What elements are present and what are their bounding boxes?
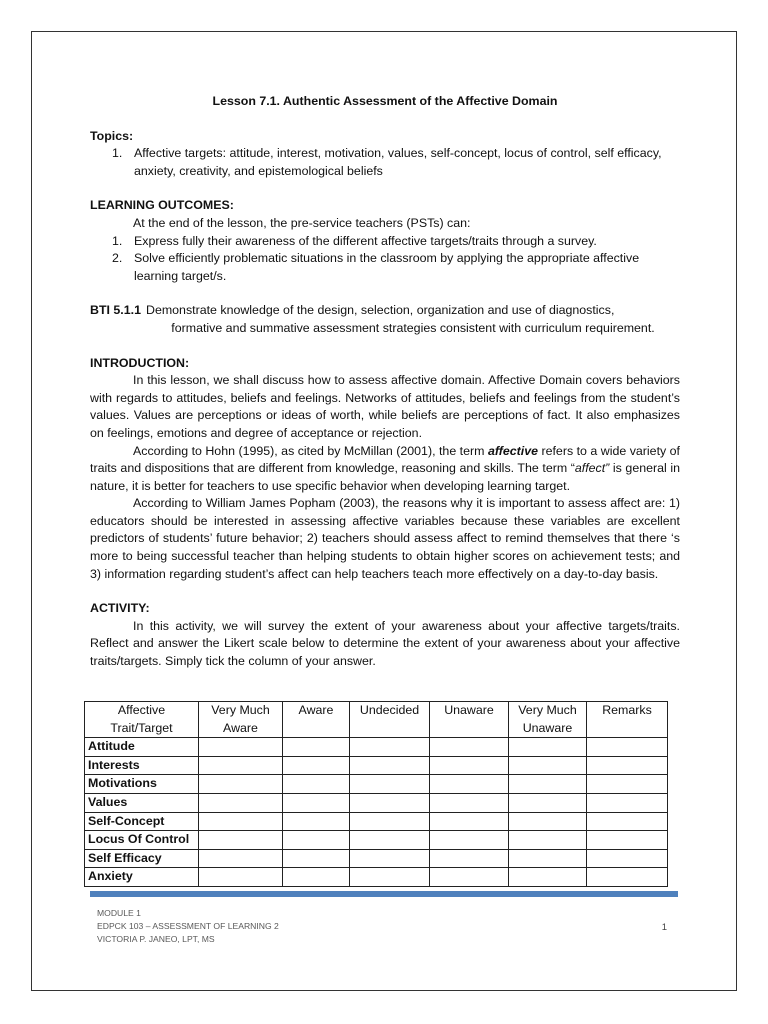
tick-cell[interactable] bbox=[199, 775, 283, 794]
trait-label: Motivations bbox=[85, 775, 199, 794]
tick-cell[interactable] bbox=[350, 812, 430, 831]
remarks-cell[interactable] bbox=[587, 775, 668, 794]
tick-cell[interactable] bbox=[509, 831, 587, 850]
list-item bbox=[90, 233, 680, 251]
tick-cell[interactable] bbox=[199, 812, 283, 831]
trait-label: Attitude bbox=[85, 738, 199, 757]
table-header-row bbox=[85, 702, 668, 738]
tick-cell[interactable] bbox=[509, 812, 587, 831]
table-row bbox=[85, 738, 668, 757]
header-remarks: Remarks bbox=[587, 702, 668, 738]
page-number: 1 bbox=[661, 922, 667, 933]
list-text: Affective targets: attitude, interest, motivation, values, self-concept, locus of control, self efficacy, anxiety, creativity, and epistemological beliefs bbox=[134, 146, 662, 178]
table-row bbox=[85, 868, 668, 887]
remarks-cell[interactable] bbox=[587, 849, 668, 868]
header-very-much-aware: Very Much Aware bbox=[199, 702, 283, 738]
tick-cell[interactable] bbox=[283, 849, 350, 868]
bti-label: BTI 5.1.1 bbox=[90, 303, 141, 318]
tick-cell[interactable] bbox=[350, 738, 430, 757]
emphasis-affect: affect” bbox=[574, 461, 610, 476]
tick-cell[interactable] bbox=[509, 849, 587, 868]
tick-cell[interactable] bbox=[430, 812, 509, 831]
introduction-paragraph-1: In this lesson, we shall discuss how to assess affective domain. Affective Domain covers behaviors with regards to attitudes, beliefs and feelings. Networks of attitudes, beliefs and feelings from the student’s values. Values are perceptions or ideas of worth, while beliefs are perceptions of fact. It also emphasizes on feelings, emotions and degree of acceptance or rejection. bbox=[90, 373, 680, 440]
trait-label: Self-Concept bbox=[85, 812, 199, 831]
list-number: 2. bbox=[112, 251, 123, 266]
bti-line-2: formative and summative assessment strategies consistent with curriculum requirement. bbox=[171, 320, 655, 335]
tick-cell[interactable] bbox=[283, 812, 350, 831]
activity-heading: ACTIVITY: bbox=[90, 601, 150, 616]
tick-cell[interactable] bbox=[283, 793, 350, 812]
trait-label: Interests bbox=[85, 756, 199, 775]
table-row bbox=[85, 812, 668, 831]
tick-cell[interactable] bbox=[283, 756, 350, 775]
trait-label: Values bbox=[85, 793, 199, 812]
bti-statement bbox=[90, 302, 680, 337]
tick-cell[interactable] bbox=[430, 793, 509, 812]
footer-divider-bar bbox=[90, 891, 678, 897]
page-footer bbox=[97, 907, 677, 947]
remarks-cell[interactable] bbox=[587, 831, 668, 850]
tick-cell[interactable] bbox=[199, 831, 283, 850]
outcomes-list bbox=[90, 233, 680, 286]
tick-cell[interactable] bbox=[430, 775, 509, 794]
header-very-much-unaware: Very Much Unaware bbox=[509, 702, 587, 738]
tick-cell[interactable] bbox=[509, 793, 587, 812]
introduction-heading: INTRODUCTION: bbox=[90, 355, 190, 370]
tick-cell[interactable] bbox=[430, 849, 509, 868]
tick-cell[interactable] bbox=[199, 756, 283, 775]
tick-cell[interactable] bbox=[430, 738, 509, 757]
footer-module: MODULE 1 bbox=[97, 908, 141, 918]
header-undecided: Undecided bbox=[350, 702, 430, 738]
outcomes-heading: LEARNING OUTCOMES: bbox=[90, 198, 234, 213]
tick-cell[interactable] bbox=[199, 793, 283, 812]
table-row bbox=[85, 775, 668, 794]
table-row bbox=[85, 756, 668, 775]
tick-cell[interactable] bbox=[430, 756, 509, 775]
document-content bbox=[90, 93, 680, 671]
table-row bbox=[85, 793, 668, 812]
tick-cell[interactable] bbox=[199, 738, 283, 757]
tick-cell[interactable] bbox=[199, 849, 283, 868]
table-row bbox=[85, 831, 668, 850]
header-unaware: Unaware bbox=[430, 702, 509, 738]
introduction-paragraph-3: According to William James Popham (2003), the reasons why it is important to assess affect are: 1) educators should be interested in assessing affective variables because these variables are excellent predictors of students’ future behavior; 2) teachers should assess affect to remind themselves that there ‘s more to being successful teacher than helping students to obtain higher scores on achievement tests; and 3) information regarding student’s affect can help teachers teach more effectively on a day-to-day basis. bbox=[90, 496, 680, 581]
tick-cell[interactable] bbox=[283, 775, 350, 794]
tick-cell[interactable] bbox=[350, 831, 430, 850]
topics-heading: Topics: bbox=[90, 128, 134, 143]
outcomes-intro: At the end of the lesson, the pre-service teachers (PSTs) can: bbox=[133, 215, 471, 230]
tick-cell[interactable] bbox=[509, 756, 587, 775]
tick-cell[interactable] bbox=[350, 868, 430, 887]
list-item bbox=[90, 145, 680, 180]
introduction-paragraph-2: According to Hohn (1995), as cited by McMillan (2001), the term affective refers to a wide variety of traits and dispositions that are different from knowledge, reasoning and skills. The term “affect” is general in nature, it is better for teachers to use specific behavior when developing learning target. bbox=[90, 443, 681, 493]
tick-cell[interactable] bbox=[430, 831, 509, 850]
trait-label: Locus Of Control bbox=[85, 831, 199, 850]
tick-cell[interactable] bbox=[350, 756, 430, 775]
remarks-cell[interactable] bbox=[587, 868, 668, 887]
remarks-cell[interactable] bbox=[587, 793, 668, 812]
header-trait: Affective Trait/Target bbox=[85, 702, 199, 738]
header-aware: Aware bbox=[283, 702, 350, 738]
topics-list bbox=[90, 145, 680, 180]
remarks-cell[interactable] bbox=[587, 738, 668, 757]
list-number: 1. bbox=[112, 146, 123, 161]
list-number: 1. bbox=[112, 233, 123, 248]
remarks-cell[interactable] bbox=[587, 756, 668, 775]
tick-cell[interactable] bbox=[430, 868, 509, 887]
trait-label: Anxiety bbox=[85, 868, 199, 887]
likert-scale-table bbox=[84, 701, 668, 887]
lesson-title: Lesson 7.1. Authentic Assessment of the Affective Domain bbox=[212, 94, 558, 108]
footer-author: VICTORIA P. JANEO, LPT, MS bbox=[97, 934, 215, 945]
tick-cell[interactable] bbox=[283, 831, 350, 850]
list-text: Solve efficiently problematic situations in the classroom by applying the appropriate affective learning target/s. bbox=[134, 251, 640, 283]
tick-cell[interactable] bbox=[350, 775, 430, 794]
tick-cell[interactable] bbox=[199, 868, 283, 887]
table-row bbox=[85, 849, 668, 868]
tick-cell[interactable] bbox=[350, 793, 430, 812]
tick-cell[interactable] bbox=[283, 738, 350, 757]
emphasis-affective: affective bbox=[487, 443, 538, 458]
footer-course: EDPCK 103 – ASSESSMENT OF LEARNING 2 bbox=[97, 921, 279, 932]
remarks-cell[interactable] bbox=[587, 812, 668, 831]
bti-line-1: Demonstrate knowledge of the design, selection, organization and use of diagnostics, bbox=[146, 303, 615, 318]
list-item bbox=[90, 250, 680, 285]
activity-paragraph: In this activity, we will survey the extent of your awareness about your affective targets/traits. Reflect and answer the Likert scale below to determine the extent of your awareness about your affective traits/targets. Simply tick the column of your answer. bbox=[90, 618, 680, 669]
tick-cell[interactable] bbox=[283, 868, 350, 887]
tick-cell[interactable] bbox=[509, 738, 587, 757]
list-text: Express fully their awareness of the different affective targets/traits through a survey. bbox=[134, 233, 597, 248]
tick-cell[interactable] bbox=[350, 849, 430, 868]
tick-cell[interactable] bbox=[509, 775, 587, 794]
tick-cell[interactable] bbox=[509, 868, 587, 887]
trait-label: Self Efficacy bbox=[85, 849, 199, 868]
